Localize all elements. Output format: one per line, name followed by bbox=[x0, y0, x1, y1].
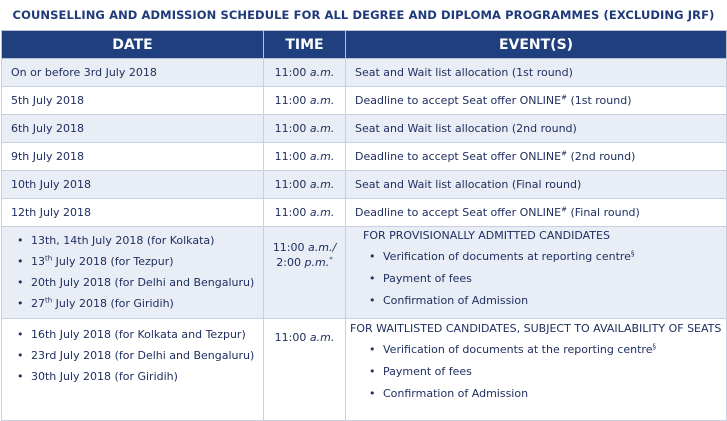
table-row bbox=[2, 171, 727, 199]
table-row bbox=[2, 87, 727, 115]
table-row bbox=[2, 59, 727, 87]
date-cell: 5th July 2018 bbox=[2, 87, 264, 115]
list-item: • 13th July 2018 (for Tezpur) bbox=[15, 254, 263, 270]
list-item: • 13th, 14th July 2018 (for Kolkata) bbox=[15, 233, 263, 249]
schedule-table bbox=[1, 30, 727, 421]
date-cell: 9th July 2018 bbox=[2, 143, 264, 171]
time-cell: 11:00 a.m. bbox=[264, 59, 346, 87]
page-title: COUNSELLING AND ADMISSION SCHEDULE FOR ALL DEGREE AND DIPLOMA PROGRAMMES (EXCLUDING JRF) bbox=[12, 8, 715, 22]
event-cell bbox=[346, 319, 727, 421]
header-date: DATE bbox=[2, 31, 264, 59]
header-event: EVENT(S) bbox=[346, 31, 727, 59]
table-row bbox=[2, 115, 727, 143]
time-cell: 11:00 a.m. bbox=[264, 115, 346, 143]
list-item: • Confirmation of Admission bbox=[367, 293, 726, 309]
list-item: • Payment of fees bbox=[367, 364, 726, 380]
event-heading: FOR PROVISIONALLY ADMITTED CANDIDATES bbox=[363, 229, 610, 242]
date-list bbox=[11, 233, 263, 312]
time-cell: 11:00 a.m. bbox=[264, 143, 346, 171]
list-item: • 30th July 2018 (for Giridih) bbox=[15, 369, 263, 385]
table-row bbox=[2, 227, 727, 319]
time-cell: 11:00 a.m. bbox=[264, 319, 346, 421]
event-cell: Deadline to accept Seat offer ONLINE# (1st round) bbox=[346, 87, 727, 115]
list-item: • 16th July 2018 (for Kolkata and Tezpur) bbox=[15, 327, 263, 343]
time-cell: 11:00 a.m. bbox=[264, 171, 346, 199]
event-cell bbox=[346, 227, 727, 319]
list-item: • Verification of documents at reporting centre§ bbox=[367, 249, 726, 265]
list-item: • 27th July 2018 (for Giridih) bbox=[15, 296, 263, 312]
event-list bbox=[355, 249, 726, 309]
event-cell: Deadline to accept Seat offer ONLINE# (Final round) bbox=[346, 199, 727, 227]
table-row bbox=[2, 143, 727, 171]
table-row bbox=[2, 199, 727, 227]
date-cell: 6th July 2018 bbox=[2, 115, 264, 143]
event-cell: Seat and Wait list allocation (Final round) bbox=[346, 171, 727, 199]
event-cell: Seat and Wait list allocation (2nd round) bbox=[346, 115, 727, 143]
date-list bbox=[11, 327, 263, 385]
event-heading: FOR WAITLISTED CANDIDATES, SUBJECT TO AVAILABILITY OF SEATS bbox=[350, 322, 722, 335]
event-list bbox=[355, 342, 726, 402]
time-cell: 11:00 a.m. bbox=[264, 87, 346, 115]
header-time: TIME bbox=[264, 31, 346, 59]
time-cell: 11:00 a.m. bbox=[264, 199, 346, 227]
date-cell: 12th July 2018 bbox=[2, 199, 264, 227]
time-cell: 11:00 a.m./ 2:00 p.m.* bbox=[264, 227, 346, 319]
date-cell bbox=[2, 319, 264, 421]
date-cell bbox=[2, 227, 264, 319]
date-cell: 10th July 2018 bbox=[2, 171, 264, 199]
list-item: • 20th July 2018 (for Delhi and Bengaluru) bbox=[15, 275, 263, 291]
event-cell: Deadline to accept Seat offer ONLINE# (2nd round) bbox=[346, 143, 727, 171]
event-cell: Seat and Wait list allocation (1st round) bbox=[346, 59, 727, 87]
date-cell: On or before 3rd July 2018 bbox=[2, 59, 264, 87]
table-row bbox=[2, 319, 727, 421]
list-item: • Confirmation of Admission bbox=[367, 386, 726, 402]
list-item: • Payment of fees bbox=[367, 271, 726, 287]
list-item: • 23rd July 2018 (for Delhi and Bengaluru) bbox=[15, 348, 263, 364]
table-header-row bbox=[2, 31, 727, 59]
list-item: • Verification of documents at the reporting centre§ bbox=[367, 342, 726, 358]
